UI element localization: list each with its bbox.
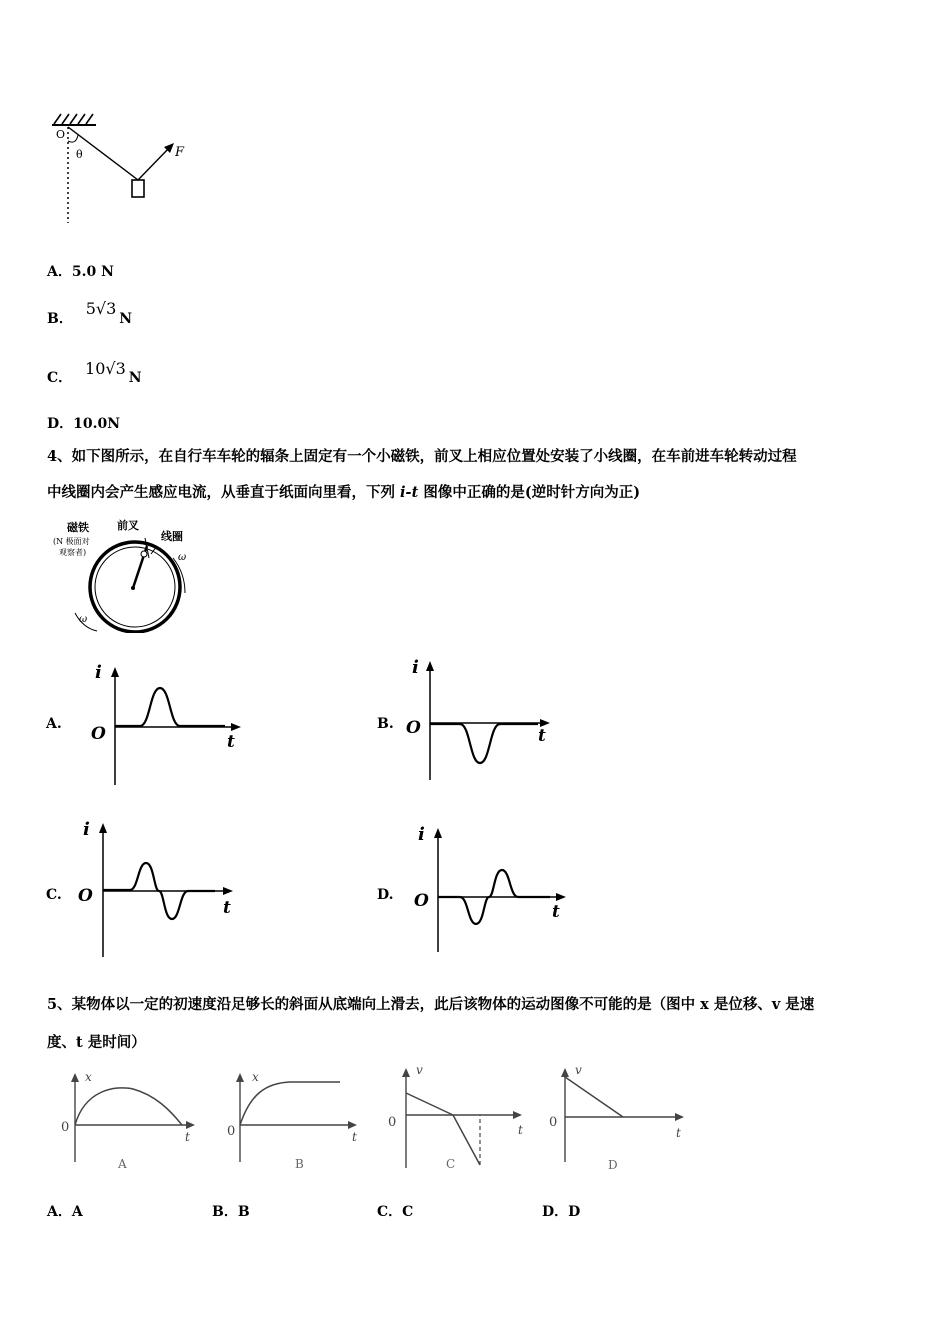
omega-label-bottom: ω — [79, 614, 88, 625]
origin-label: 0 — [549, 1115, 558, 1130]
option-text: 10.0N — [73, 416, 121, 432]
option-letter: C． — [47, 370, 73, 386]
graph-caption: C — [446, 1157, 456, 1171]
q4-graph-d-letter[interactable]: D. — [377, 887, 394, 903]
option-letter: B． — [212, 1204, 238, 1220]
q5-option-d[interactable] — [542, 1201, 580, 1221]
axis-x-label: x — [85, 1070, 92, 1084]
option-text: D — [568, 1204, 581, 1220]
q4-question — [47, 439, 927, 511]
axis-i-label: i — [83, 819, 90, 840]
q3-option-d[interactable] — [47, 413, 120, 433]
q4-graph-d — [410, 820, 575, 955]
axis-v-label: v — [575, 1063, 582, 1077]
magnet-note-2: 观察者) — [59, 548, 87, 557]
q4-graph-a — [85, 655, 255, 790]
omega-label-top: ω — [178, 552, 187, 563]
option-letter: B． — [47, 311, 73, 327]
option-letter: D． — [47, 416, 74, 432]
pivot-label: O — [56, 128, 66, 141]
magnet-label: 磁铁 — [67, 521, 89, 534]
theta-label: θ — [76, 148, 83, 161]
axis-t-label: t — [223, 898, 231, 918]
option-letter: D． — [542, 1204, 569, 1220]
q5-question — [47, 987, 927, 1061]
axis-t-label: t — [227, 732, 235, 752]
q5-line-1: 5、某物体以一定的初速度沿足够长的斜面从底端向上滑去，此后该物体的运动图像不可能的是（图中 x 是位移、v 是速 — [47, 996, 815, 1013]
option-unit: N — [128, 370, 142, 386]
axis-x-label: x — [252, 1070, 259, 1084]
coil-label: 线圈 — [161, 530, 183, 543]
origin-label: O — [91, 724, 106, 744]
option-math: 5√3 — [85, 299, 117, 318]
q3-option-b[interactable] — [47, 299, 133, 328]
option-math: 10√3 — [85, 359, 126, 378]
force-label: F — [175, 145, 185, 160]
q5-option-a[interactable] — [47, 1201, 83, 1221]
q4-line-2: 中线圈内会产生感应电流，从垂直于纸面向里看，下列 i-t 图像中正确的是(逆时针方向为正) — [47, 484, 641, 501]
option-text: 5.0 N — [71, 264, 114, 280]
magnet-note-1: (N 极面对 — [53, 537, 90, 546]
axis-t-label: t — [552, 902, 560, 922]
axis-t-label: t — [518, 1123, 523, 1137]
fork-label: 前叉 — [117, 519, 139, 532]
q5-graph-d — [545, 1060, 695, 1175]
q5-option-c[interactable] — [377, 1201, 413, 1221]
q5-graph-c — [380, 1060, 535, 1175]
q4-line-1: 4、如下图所示，在自行车车轮的辐条上固定有一个小磁铁，前叉上相应位置处安装了小线圈，在车前进车轮转动过程 — [47, 448, 797, 465]
q3-option-a[interactable] — [47, 261, 114, 281]
origin-label: 0 — [227, 1124, 236, 1139]
axis-v-label: v — [416, 1063, 423, 1077]
q5-option-b[interactable] — [212, 1201, 250, 1221]
origin-label: 0 — [61, 1120, 70, 1135]
origin-label: 0 — [388, 1115, 397, 1130]
axis-i-label: i — [412, 657, 419, 678]
origin-label: O — [414, 891, 429, 911]
q5-graph-b — [220, 1065, 370, 1175]
origin-label: O — [406, 718, 421, 738]
option-unit: N — [119, 311, 133, 327]
axis-i-label: i — [418, 824, 425, 845]
axis-t-label: t — [676, 1126, 681, 1140]
origin-label: O — [78, 886, 93, 906]
graph-caption: A — [118, 1157, 127, 1171]
q4-graph-c-letter[interactable]: C. — [46, 887, 62, 903]
graph-caption: B — [295, 1157, 304, 1171]
axis-t-label: t — [538, 726, 546, 746]
q4-graph-b — [400, 655, 560, 785]
option-letter: A． — [47, 1204, 72, 1220]
option-letter: C． — [377, 1204, 403, 1220]
q4-graph-b-letter[interactable]: B. — [377, 716, 394, 732]
q4-graph-a-letter[interactable]: A. — [46, 716, 62, 732]
axis-t-label: t — [185, 1130, 190, 1144]
option-text: B — [237, 1204, 250, 1220]
bicycle-wheel-figure — [45, 518, 205, 633]
axis-i-label: i — [95, 662, 102, 683]
q3-option-c[interactable] — [47, 359, 142, 387]
q5-graph-a — [55, 1065, 205, 1175]
option-letter: A． — [47, 264, 72, 280]
option-text: C — [402, 1204, 414, 1220]
axis-t-label: t — [352, 1130, 357, 1144]
q5-line-2: 度、t 是时间） — [47, 1034, 146, 1051]
graph-caption: D — [608, 1158, 618, 1172]
option-text: A — [71, 1204, 83, 1220]
q4-graph-c — [75, 815, 245, 960]
pendulum-figure — [40, 105, 200, 230]
